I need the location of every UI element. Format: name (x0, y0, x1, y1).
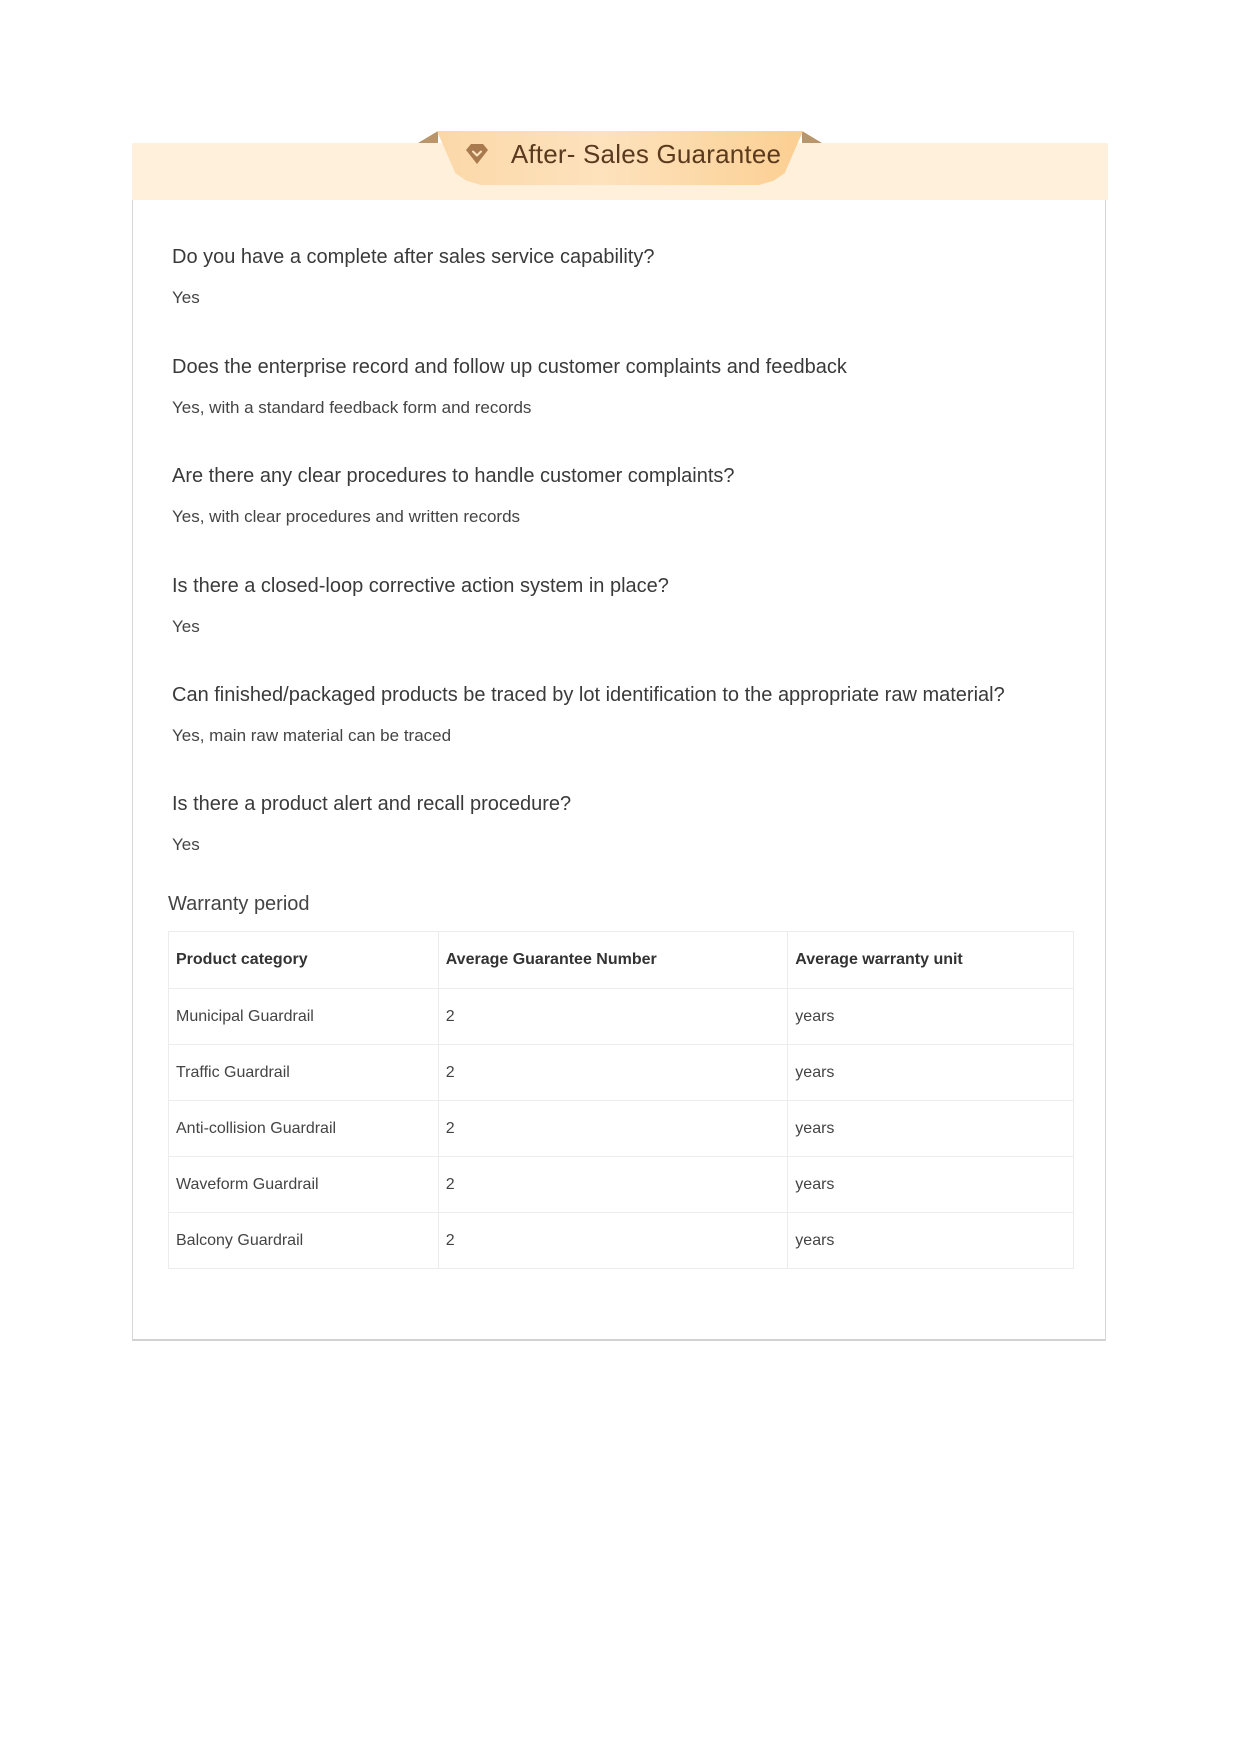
product-category-cell: Traffic Guardrail (169, 1045, 439, 1101)
product-category-cell: Waveform Guardrail (169, 1157, 439, 1213)
table-row (169, 989, 1074, 1045)
column-header: Average warranty unit (788, 932, 1074, 989)
table-row (169, 1213, 1074, 1269)
warranty-period-title: Warranty period (168, 893, 310, 915)
guarantee-number-cell: 2 (438, 1213, 788, 1269)
warranty-table (168, 931, 1074, 1269)
question: Is there a product alert and recall procedure? (172, 793, 572, 815)
table-row (169, 1045, 1074, 1101)
table-row (169, 1101, 1074, 1157)
table-header-row (169, 932, 1074, 989)
warranty-unit-cell: years (788, 1213, 1074, 1269)
answer: Yes, with a standard feedback form and records (172, 398, 532, 417)
qa-item (172, 245, 655, 307)
section-title: After- Sales Guarantee (510, 138, 782, 169)
guarantee-number-cell: 2 (438, 1101, 788, 1157)
column-header: Average Guarantee Number (438, 932, 788, 989)
warranty-unit-cell: years (788, 1101, 1074, 1157)
question: Does the enterprise record and follow up customer complaints and feedback (172, 356, 847, 378)
question: Do you have a complete after sales service capability? (172, 246, 655, 268)
column-header: Product category (169, 932, 439, 989)
diamond-icon (465, 143, 489, 165)
answer: Yes (172, 617, 200, 636)
section-header (437, 131, 803, 177)
answer: Yes, main raw material can be traced (172, 726, 452, 745)
guarantee-number-cell: 2 (438, 1157, 788, 1213)
qa-item (172, 464, 735, 526)
table-row (169, 1157, 1074, 1213)
question: Are there any clear procedures to handle customer complaints? (172, 465, 735, 487)
qa-item (172, 792, 572, 854)
ribbon-ear-left (418, 131, 438, 143)
qa-item (172, 683, 1005, 745)
guarantee-number-cell: 2 (438, 989, 788, 1045)
qa-item (172, 355, 847, 417)
question: Can finished/packaged products be traced by lot identification to the appropriate raw material? (172, 684, 1005, 706)
qa-item (172, 574, 669, 636)
question: Is there a closed-loop corrective action system in place? (172, 575, 669, 597)
product-category-cell: Anti-collision Guardrail (169, 1101, 439, 1157)
product-category-cell: Balcony Guardrail (169, 1213, 439, 1269)
answer: Yes (172, 288, 200, 307)
answer: Yes (172, 835, 200, 854)
warranty-unit-cell: years (788, 1045, 1074, 1101)
product-category-cell: Municipal Guardrail (169, 989, 439, 1045)
ribbon-ear-right (802, 131, 822, 143)
warranty-unit-cell: years (788, 989, 1074, 1045)
warranty-unit-cell: years (788, 1157, 1074, 1213)
answer: Yes, with clear procedures and written records (172, 507, 521, 526)
guarantee-number-cell: 2 (438, 1045, 788, 1101)
